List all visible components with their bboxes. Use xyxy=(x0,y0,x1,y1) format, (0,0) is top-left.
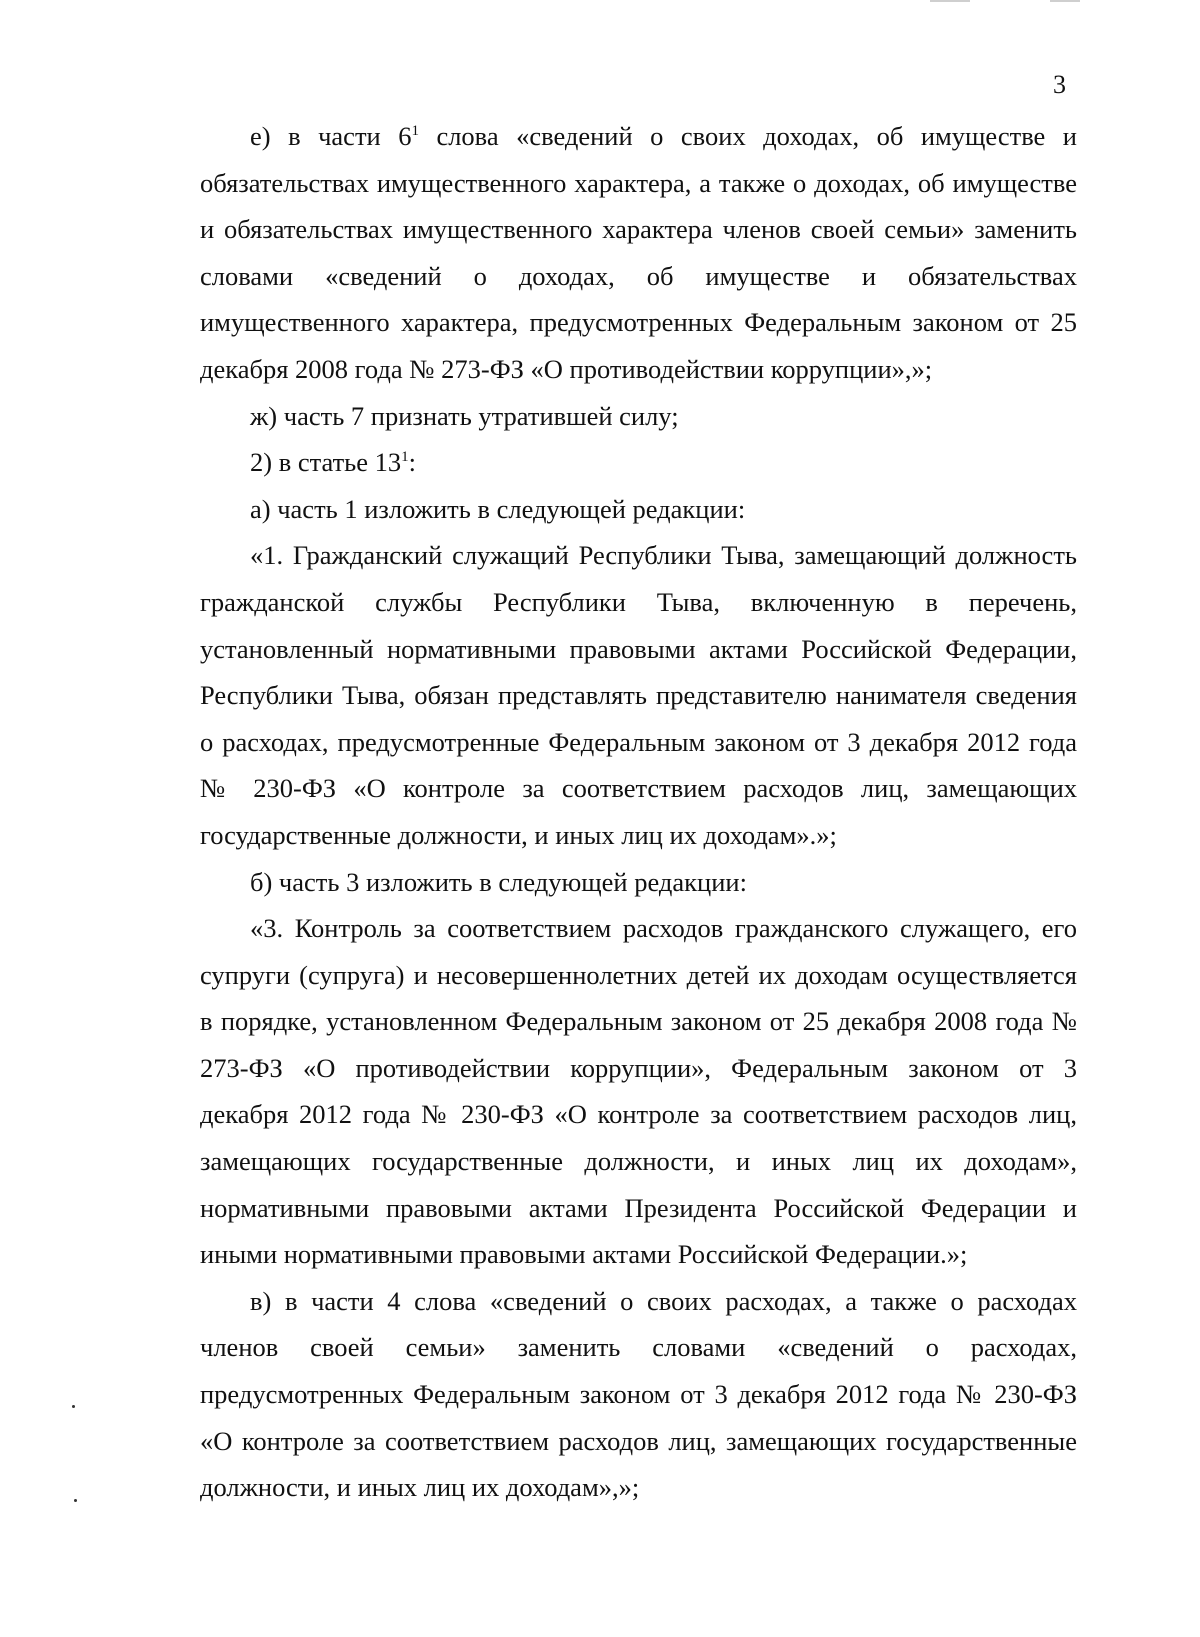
page-number: 3 xyxy=(1053,70,1066,99)
paragraph-e xyxy=(200,113,1077,393)
superscript: 1 xyxy=(401,449,409,466)
paragraph-part-3-text: «3. Контроль за соответствием расходов гражданского служащего, его супруги (супруга) и несовершеннолетних детей их доходам осуществляется в порядке, установленном Федеральным законом от 25 декабря 2008 года № 273-ФЗ «О противодействии коррупции», Федеральным законом от 3 декабря 2012 года № 230-ФЗ «О контроле за соответствием расходов лиц, замещающих государственные должности, и иных лиц их доходам», нормативными правовыми актами Президента Российской Федерации и иными нормативными правовыми актами Российской Федерации.»; xyxy=(200,913,1077,1270)
paragraph-b: б) часть 3 изложить в следующей редакции: xyxy=(250,866,747,897)
paragraph-article-13-1 xyxy=(200,439,1077,486)
document-body xyxy=(200,113,1077,1511)
scan-artifact xyxy=(930,0,970,2)
paragraph-v: в) в части 4 слова «сведений о своих расходах, а также о расходах членов своей семьи» заменить словами «сведений о расходах, предусмотренных Федеральным законом от 3 декабря 2012 года № 230-ФЗ «О контроле за соответствием расходов лиц, замещающих государственные должности, и иных лиц их доходам»,»; xyxy=(200,1285,1077,1503)
paragraph-zh: ж) часть 7 признать утратившей силу; xyxy=(250,400,679,431)
paragraph-part-1-text: «1. Гражданский служащий Республики Тыва, замещающий должность гражданской службы Республики Тыва, включенную в перечень, установленный нормативными правовыми актами Российской Федерации, Республики Тыва, обязан представлять представителю нанимателя сведения о расходах, предусмотренные Федеральным законом от 3 декабря 2012 года № 230-ФЗ «О контроле за соответствием расходов лиц, замещающих государственные должности, и иных лиц их доходам».»; xyxy=(200,540,1077,850)
scan-speck xyxy=(72,1405,75,1408)
scan-artifact xyxy=(1050,0,1080,2)
paragraph-text: 2) в статье 13 xyxy=(250,447,402,478)
superscript: 1 xyxy=(411,123,419,139)
paragraph-text: е) в части 6 xyxy=(250,121,412,151)
paragraph-text: : xyxy=(408,447,417,478)
paragraph-text: слова «сведений о своих доходах, об имуществе и обязательствах имущественного характера, а также о доходах, об имуществе и обязательствах имущественного характера членов своей семьи» заменить словами «сведений о доходах, об имуществе и обязательствах имущественного характера, предусмотренных Федеральным законом от 25 декабря 2008 года № 273-ФЗ «О противодействии коррупции»,»; xyxy=(200,121,1077,384)
scan-speck xyxy=(74,1499,77,1502)
paragraph-a: а) часть 1 изложить в следующей редакции: xyxy=(250,493,746,524)
